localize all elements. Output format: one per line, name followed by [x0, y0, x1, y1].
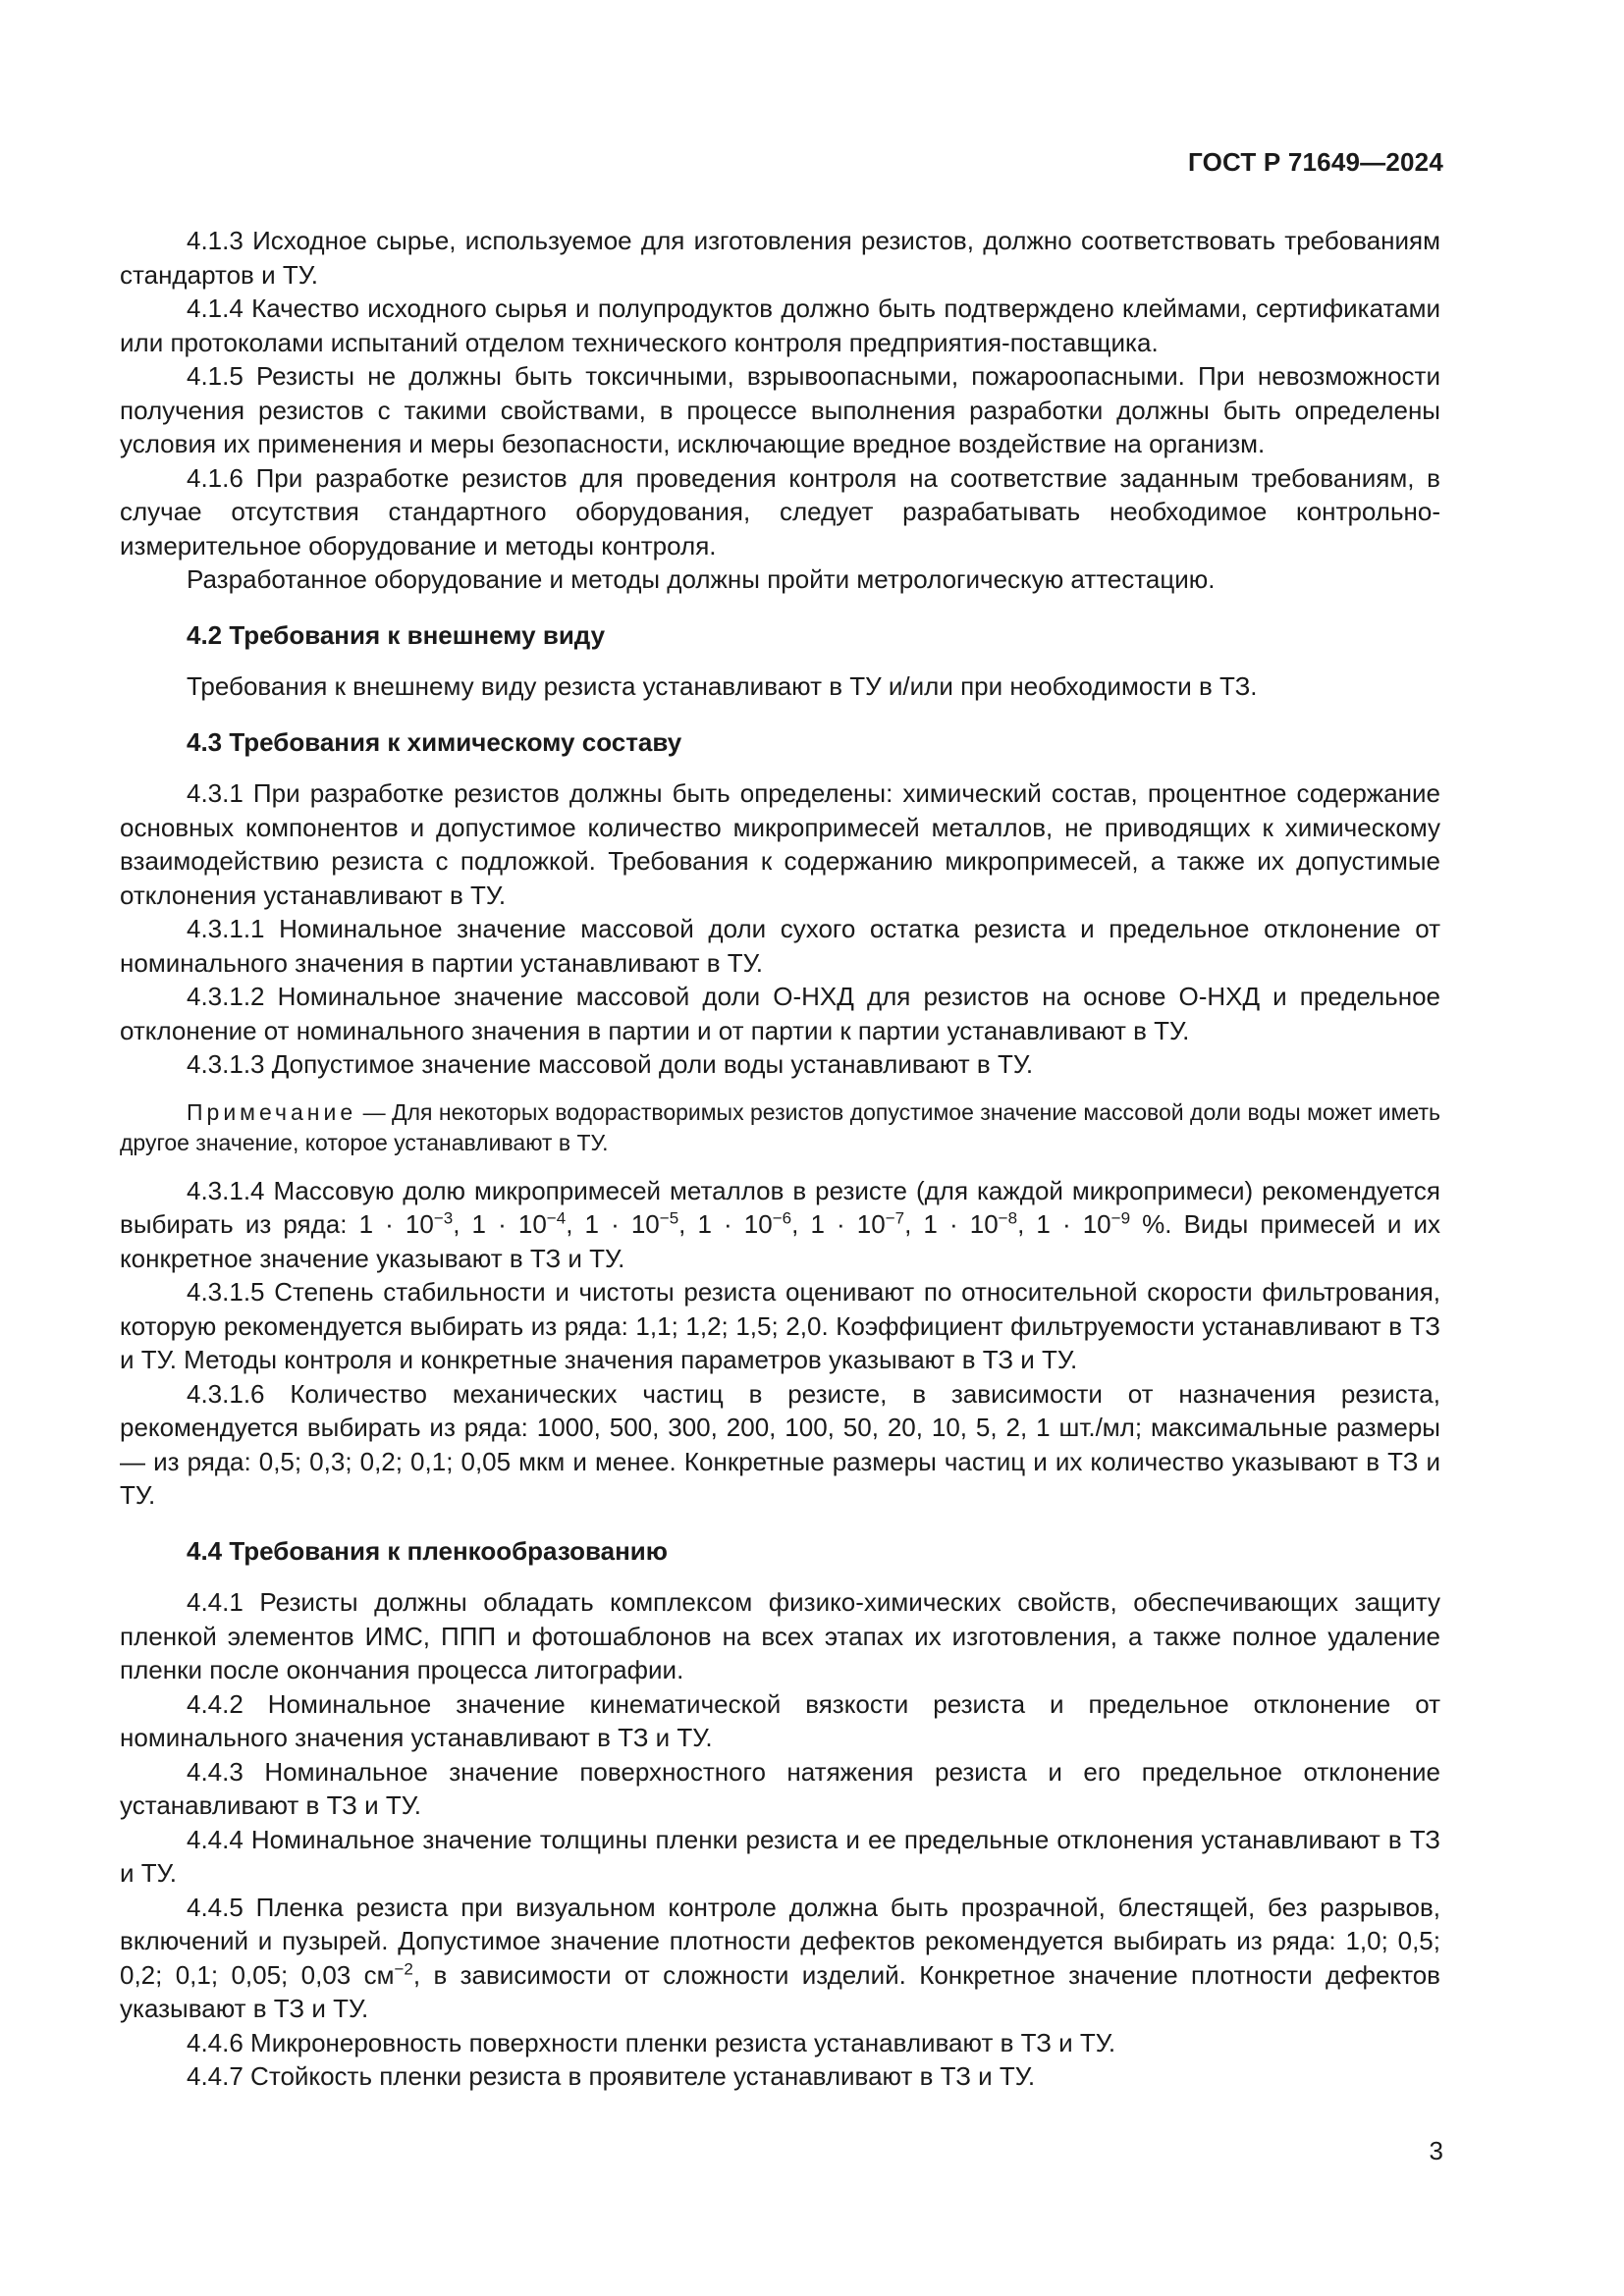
clause-4-3-1-4-tail: %. Виды примесей и их конкретное значение указывают в ТЗ и ТУ.	[120, 1209, 1441, 1273]
note	[120, 1097, 1440, 1158]
clause-4-4-6: 4.4.6 Микронеровность поверхности пленки резиста устанавливают в ТЗ и ТУ.	[187, 2027, 1116, 2057]
unit-exponent: −2	[394, 1958, 413, 1978]
document-body	[120, 224, 1440, 2094]
series-exponent: −3	[433, 1208, 454, 1228]
clause-4-4-3: 4.4.3 Номинальное значение поверхностного натяжения резиста и его предельное отклонение устанавливают в ТЗ и ТУ.	[120, 1756, 1440, 1820]
clause-4-1-4: 4.1.4 Качество исходного сырья и полупродуктов должно быть подтверждено клеймами, сертификатами или протоколами испытаний отделом технического контроля предприятия-поставщика.	[120, 294, 1440, 357]
clause-4-3-1-3: 4.3.1.3 Допустимое значение массовой доли воды устанавливают в ТУ.	[187, 1049, 1034, 1079]
clause-4-4-1: 4.4.1 Резисты должны обладать комплексом физико-химических свойств, обеспечивающих защиту пленкой элементов ИМС, ППП и фотошаблонов на всех этапах их изготовления, а также полное удаление пленки после окончания процесса литографии.	[120, 1587, 1440, 1684]
section-heading-4-4: 4.4 Требования к пленкообразованию	[187, 1535, 668, 1566]
section-heading-4-3: 4.3 Требования к химическому составу	[187, 726, 682, 757]
clause-4-1-6-continued: Разработанное оборудование и методы должны пройти метрологическую аттестацию.	[187, 564, 1216, 594]
section-heading-4-2: 4.2 Требования к внешнему виду	[187, 619, 606, 650]
page-number: 3	[1429, 2136, 1443, 2165]
series-exponent: −5	[659, 1208, 679, 1228]
clause-4-3-1-5: 4.3.1.5 Степень стабильности и чистоты резиста оценивают по относительной скорости фильтрования, которую рекомендуется выбирать из ряда: 1,1; 1,2; 1,5; 2,0. Коэффициент фильтруемости устанавливают в ТЗ и ТУ. Методы контроля и конкретные значения параметров указывают в ТЗ и ТУ.	[120, 1277, 1440, 1374]
note-text: — Для некоторых водорастворимых резистов допустимое значение массовой доли воды может иметь другое значение, которое устанавливают в ТУ.	[120, 1098, 1440, 1155]
series-text: , 1 · 10	[1017, 1209, 1111, 1239]
clause-4-4-5-tail: , в зависимости от сложности изделий. Конкретное значение плотности дефектов указывают в ТЗ и ТУ.	[120, 1959, 1440, 2023]
series-exponent: −6	[772, 1208, 792, 1228]
clause-4-1-6: 4.1.6 При разработке резистов для проведения контроля на соответствие заданным требованиям, в случае отсутствия стандартного оборудования, следует разрабатывать необходимое контрольно-измерительное оборудование и методы контроля.	[120, 462, 1440, 561]
series-exponent: −8	[998, 1208, 1018, 1228]
clause-4-4-4: 4.4.4 Номинальное значение толщины пленки резиста и ее предельные отклонения устанавливают в ТЗ и ТУ.	[120, 1824, 1440, 1888]
series-text: , 1 · 10	[791, 1209, 886, 1239]
clause-4-4-7: 4.4.7 Стойкость пленки резиста в проявителе устанавливают в ТЗ и ТУ.	[187, 2061, 1036, 2091]
clause-4-3-1-6: 4.3.1.6 Количество механических частиц в резисте, в зависимости от назначения резиста, рекомендуется выбирать из ряда: 1000, 500, 300, 200, 100, 50, 20, 10, 5, 2, 1 шт./мл; максимальные размеры — из ряда: 0,5; 0,3; 0,2; 0,1; 0,05 мкм и менее. Конкретные размеры частиц и их количество указывают в ТЗ и ТУ.	[120, 1378, 1440, 1510]
clause-4-4-5	[120, 1891, 1440, 2026]
clause-4-2-text: Требования к внешнему виду резиста устанавливают в ТУ и/или при необходимости в ТЗ.	[187, 671, 1258, 701]
series-text: , 1 · 10	[566, 1209, 660, 1239]
clause-4-1-3: 4.1.3 Исходное сырье, используемое для изготовления резистов, должно соответствовать требованиям стандартов и ТУ.	[120, 226, 1440, 290]
series-text: , 1 · 10	[904, 1209, 999, 1239]
series-text: , 1 · 10	[678, 1209, 773, 1239]
note-label: Примечание	[187, 1098, 357, 1125]
clause-4-4-5-intro: 4.4.5 Пленка резиста при визуальном контроле должна быть прозрачной, блестящей, без разрывов, включений и пузырей. Допустимое значение плотности дефектов рекомендуется выбирать из ряда: 1,0; 0,5; 0,2; 0,1; 0,05; 0,03 см	[120, 1892, 1440, 1990]
clause-4-1-5: 4.1.5 Резисты не должны быть токсичными, взрывоопасными, пожароопасными. При невозможности получения резистов с такими свойствами, в процессе выполнения разработки должны быть определены условия их применения и меры безопасности, исключающие вредное воздействие на организм.	[120, 361, 1440, 458]
clause-4-3-1-2: 4.3.1.2 Номинальное значение массовой доли О-НХД для резистов на основе О-НХД и предельное отклонение от номинального значения в партии и от партии к партии устанавливают в ТУ.	[120, 982, 1440, 1045]
series-text: 1 · 10	[358, 1209, 434, 1239]
clause-4-3-1-1: 4.3.1.1 Номинальное значение массовой доли сухого остатка резиста и предельное отклонение от номинального значения в партии устанавливают в ТУ.	[120, 914, 1440, 978]
series-exponent: −4	[546, 1208, 567, 1228]
series-exponent: −7	[885, 1208, 905, 1228]
document-code: ГОСТ Р 71649—2024	[1188, 147, 1443, 177]
series-exponent: −9	[1110, 1208, 1131, 1228]
series-text: , 1 · 10	[453, 1209, 547, 1239]
clause-4-3-1-4	[120, 1174, 1440, 1276]
clause-4-3-1-4-intro: 4.3.1.4 Массовую долю микропримесей металлов в резисте (для каждой микропримеси) рекомендуется выбирать из ряда:	[120, 1175, 1440, 1239]
clause-4-4-2: 4.4.2 Номинальное значение кинематической вязкости резиста и предельное отклонение от номинального значения устанавливают в ТЗ и ТУ.	[120, 1688, 1440, 1752]
clause-4-3-1: 4.3.1 При разработке резистов должны быть определены: химический состав, процентное содержание основных компонентов и допустимое количество микропримесей металлов, не приводящих к химическому взаимодействию резиста с подложкой. Требования к содержанию микропримесей, а также их допустимые отклонения устанавливают в ТУ.	[120, 778, 1440, 910]
